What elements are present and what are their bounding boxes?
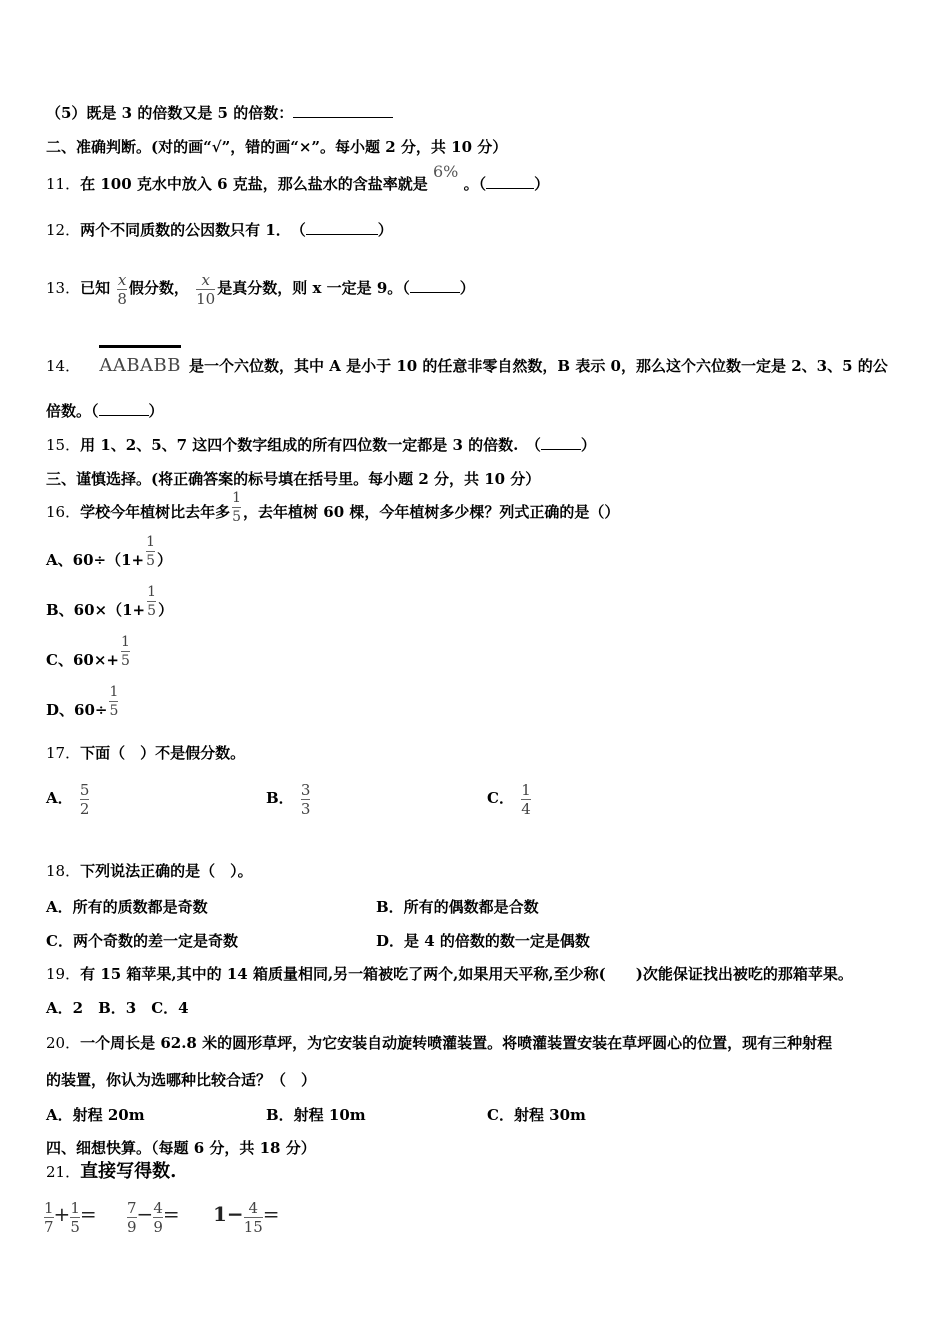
section-3-title: 三、谨慎选择。(将正确答案的标号填在括号里。每小题 2 分，共 10 分）: [46, 470, 541, 488]
question-17: 17．下面（ ）不是假分数。: [46, 744, 246, 762]
section-4-title: 四、细想快算。（每题 6 分，共 18 分）: [46, 1139, 316, 1157]
q11-answer-blank[interactable]: [486, 174, 534, 189]
q20-option-c[interactable]: C．射程 30m: [487, 1106, 586, 1124]
fraction-1-over-4: $\frac{1}{4}$: [521, 780, 531, 818]
q5-text: （5）既是 3 的倍数又是 5 的倍数：: [46, 104, 294, 122]
section-2-title: 二、准确判断。(对的画“√”，错的画“×”。每小题 2 分，共 10 分）: [46, 138, 508, 156]
percent-value: 6%: [432, 162, 459, 181]
fraction-x-over-10: $\frac{x}{10}$: [196, 270, 216, 308]
q5-answer-blank[interactable]: [293, 103, 393, 118]
q16-option-c[interactable]: C、60×+ $\frac{1}{5}$: [46, 633, 130, 669]
question-14-continued: 倍数。（ ）: [46, 402, 164, 420]
q14-answer-blank[interactable]: [99, 401, 149, 416]
expression-1: $\frac{1}{7}$ + $\frac{1}{5}$ =: [44, 1198, 97, 1236]
q17-option-a[interactable]: A． $\frac{5}{2}$: [46, 780, 90, 818]
question-18: 18．下列说法正确的是（ ）。: [46, 862, 253, 880]
overlined-number: AABABB: [99, 345, 181, 381]
question-19: 19．有 15 箱苹果,其中的 14 箱质量相同,另一箱被吃了两个,如果用天平称,至少称( )次能保证找出被吃的那箱苹果。: [46, 965, 853, 983]
q17-option-c[interactable]: C． $\frac{1}{4}$: [487, 780, 531, 818]
question-21: 21．直接写得数.: [46, 1161, 177, 1182]
question-15: 15．用 1、2、5、7 这四个数字组成的所有四位数一定都是 3 的倍数. （ ）: [46, 436, 596, 454]
question-20: 20．一个周长是 62.8 米的圆形草坪，为它安装自动旋转喷灌装置。将喷灌装置安装在草坪圆心的位置，现有三种射程: [46, 1034, 833, 1052]
q12-answer-blank[interactable]: [306, 220, 378, 235]
question-14: 14． AABABB 是一个六位数，其中 A 是小于 10 的任意非零自然数，B 表示 0，那么这个六位数一定是 2、3、5 的公: [46, 345, 888, 381]
q20-option-b[interactable]: B．射程 10m: [266, 1106, 366, 1124]
expression-3: 1− $\frac{4}{15}$ =: [213, 1198, 280, 1236]
expression-2: $\frac{7}{9}$ − $\frac{4}{9}$ =: [127, 1198, 180, 1236]
q20-option-a[interactable]: A．射程 20m: [46, 1106, 145, 1124]
q19-options[interactable]: A．2 B．3 C．4: [46, 999, 189, 1017]
fraction-one-fifth: $\frac{1}{5}$: [109, 683, 119, 719]
q16-option-a[interactable]: A、60÷（1+ $\frac{1}{5}$ ）: [46, 533, 173, 569]
q18-option-b[interactable]: B．所有的偶数都是合数: [376, 898, 539, 916]
q16-option-b[interactable]: B、60×（1+ $\frac{1}{5}$ ）: [46, 583, 174, 619]
q17-option-b[interactable]: B． $\frac{3}{3}$: [266, 780, 311, 818]
q13-answer-blank[interactable]: [410, 278, 460, 293]
fraction-one-fifth: $\frac{1}{5}$: [146, 533, 156, 569]
fraction-one-fifth: $\frac{1}{5}$: [120, 633, 130, 669]
question-13: 13．已知 $\frac{x}{8}$ 假分数， $\frac{x}{10}$ 是真分数，则 x 一定是 9。（ ）: [46, 270, 475, 308]
fraction-x-over-8: $\frac{x}{8}$: [117, 270, 127, 308]
q18-option-d[interactable]: D．是 4 的倍数的数一定是偶数: [376, 932, 590, 950]
question-12: 12．两个不同质数的公因数只有 1． （ ）: [46, 221, 393, 239]
fraction-3-over-3: $\frac{3}{3}$: [300, 780, 311, 818]
question-16: 16．学校今年植树比去年多 $\frac{1}{5}$ ，去年植树 60 棵，今年植树多少棵？列式正确的是（）: [46, 489, 620, 525]
q18-option-c[interactable]: C．两个奇数的差一定是奇数: [46, 932, 238, 950]
question-20-continued: 的装置，你认为选哪种比较合适？（ ）: [46, 1071, 317, 1089]
fraction-one-fifth: $\frac{1}{5}$: [232, 489, 242, 525]
q15-answer-blank[interactable]: [541, 435, 581, 450]
question-5: [46, 103, 393, 123]
fraction-5-over-2: $\frac{5}{2}$: [79, 780, 90, 818]
q18-option-a[interactable]: A．所有的质数都是奇数: [46, 898, 208, 916]
question-11: 11．在 100 克水中放入 6 克盐，那么盐水的含盐率就是 6% 。（ ）: [46, 162, 550, 193]
q16-option-d[interactable]: D、60÷ $\frac{1}{5}$: [46, 683, 119, 719]
fraction-one-fifth: $\frac{1}{5}$: [147, 583, 157, 619]
